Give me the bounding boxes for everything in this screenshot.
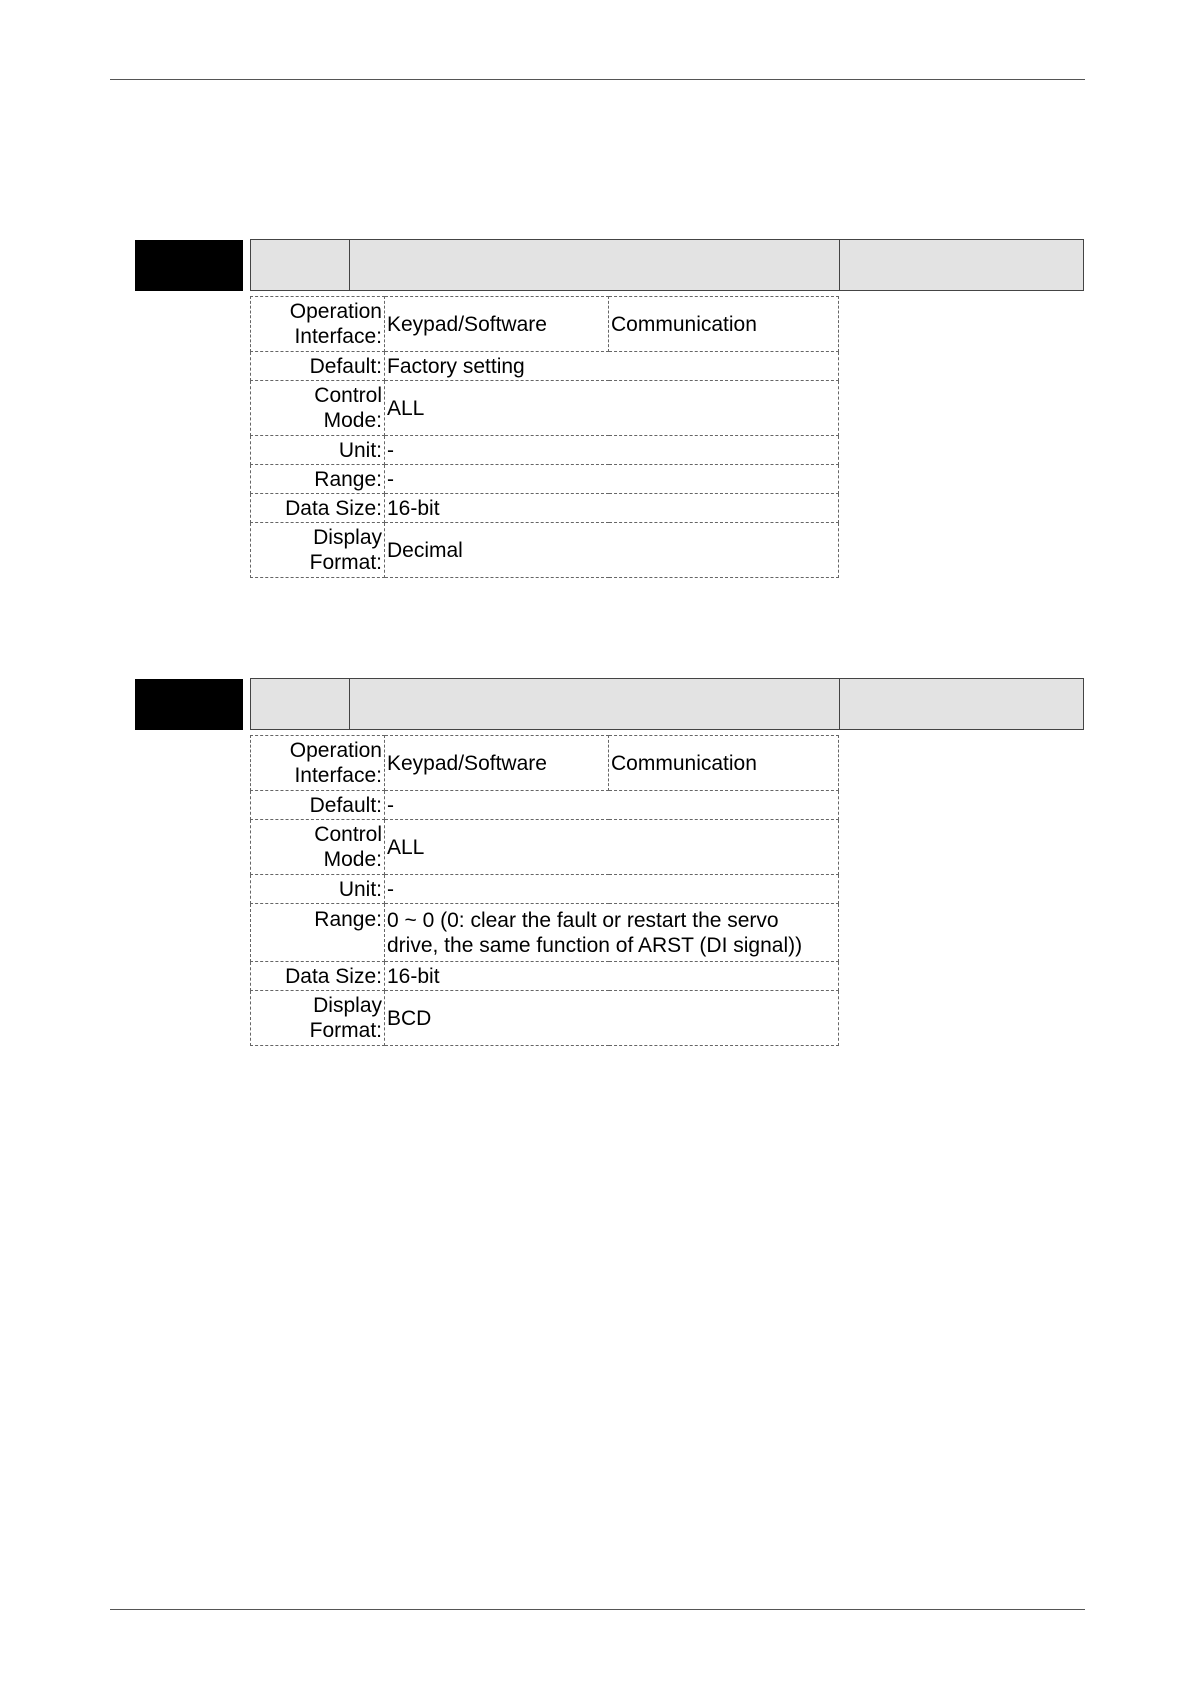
row-default	[251, 791, 839, 820]
row-value: -	[385, 875, 839, 904]
header-cell-address	[251, 679, 350, 729]
header-rule	[110, 79, 1085, 80]
row-value-communication: Communication	[609, 736, 839, 791]
footer-rule	[110, 1609, 1085, 1610]
row-value: -	[385, 465, 839, 494]
row-operation-interface	[251, 297, 839, 352]
header-cell-section	[840, 240, 1083, 290]
header-cell-address	[251, 240, 350, 290]
parameter-code-tab	[135, 679, 243, 730]
row-value: 0 ~ 0 (0: clear the fault or restart the servo drive, the same function of ARST (DI signal))	[385, 904, 839, 962]
row-label: Operation Interface:	[251, 736, 385, 791]
parameter-header-bar	[250, 678, 1084, 730]
row-label: Display Format:	[251, 991, 385, 1046]
row-value: Decimal	[385, 523, 839, 578]
row-label: Display Format:	[251, 523, 385, 578]
row-operation-interface	[251, 736, 839, 791]
row-value: BCD	[385, 991, 839, 1046]
header-cell-name	[350, 679, 840, 729]
row-value: ALL	[385, 820, 839, 875]
row-label: Range:	[251, 465, 385, 494]
row-display-format	[251, 523, 839, 578]
header-cell-section	[840, 679, 1083, 729]
row-label: Default:	[251, 352, 385, 381]
row-value: Factory setting	[385, 352, 839, 381]
parameter-info-table	[250, 735, 839, 1046]
row-data-size	[251, 962, 839, 991]
parameter-code-tab	[135, 240, 243, 291]
row-value-communication: Communication	[609, 297, 839, 352]
row-value: 16-bit	[385, 494, 839, 523]
row-label: Default:	[251, 791, 385, 820]
row-value: -	[385, 436, 839, 465]
row-default	[251, 352, 839, 381]
row-unit	[251, 875, 839, 904]
row-label: Unit:	[251, 436, 385, 465]
row-label: Control Mode:	[251, 820, 385, 875]
row-label: Control Mode:	[251, 381, 385, 436]
row-range	[251, 904, 839, 962]
row-value: -	[385, 791, 839, 820]
row-value: 16-bit	[385, 962, 839, 991]
row-control-mode	[251, 820, 839, 875]
row-label: Unit:	[251, 875, 385, 904]
row-label: Data Size:	[251, 962, 385, 991]
row-range	[251, 465, 839, 494]
parameter-info-table	[250, 296, 839, 578]
row-value-keypad: Keypad/Software	[385, 736, 609, 791]
row-label: Data Size:	[251, 494, 385, 523]
header-cell-name	[350, 240, 840, 290]
row-value-keypad: Keypad/Software	[385, 297, 609, 352]
row-label: Operation Interface:	[251, 297, 385, 352]
row-display-format	[251, 991, 839, 1046]
row-control-mode	[251, 381, 839, 436]
row-unit	[251, 436, 839, 465]
row-label: Range:	[251, 904, 385, 962]
row-data-size	[251, 494, 839, 523]
row-value: ALL	[385, 381, 839, 436]
parameter-header-bar	[250, 239, 1084, 291]
